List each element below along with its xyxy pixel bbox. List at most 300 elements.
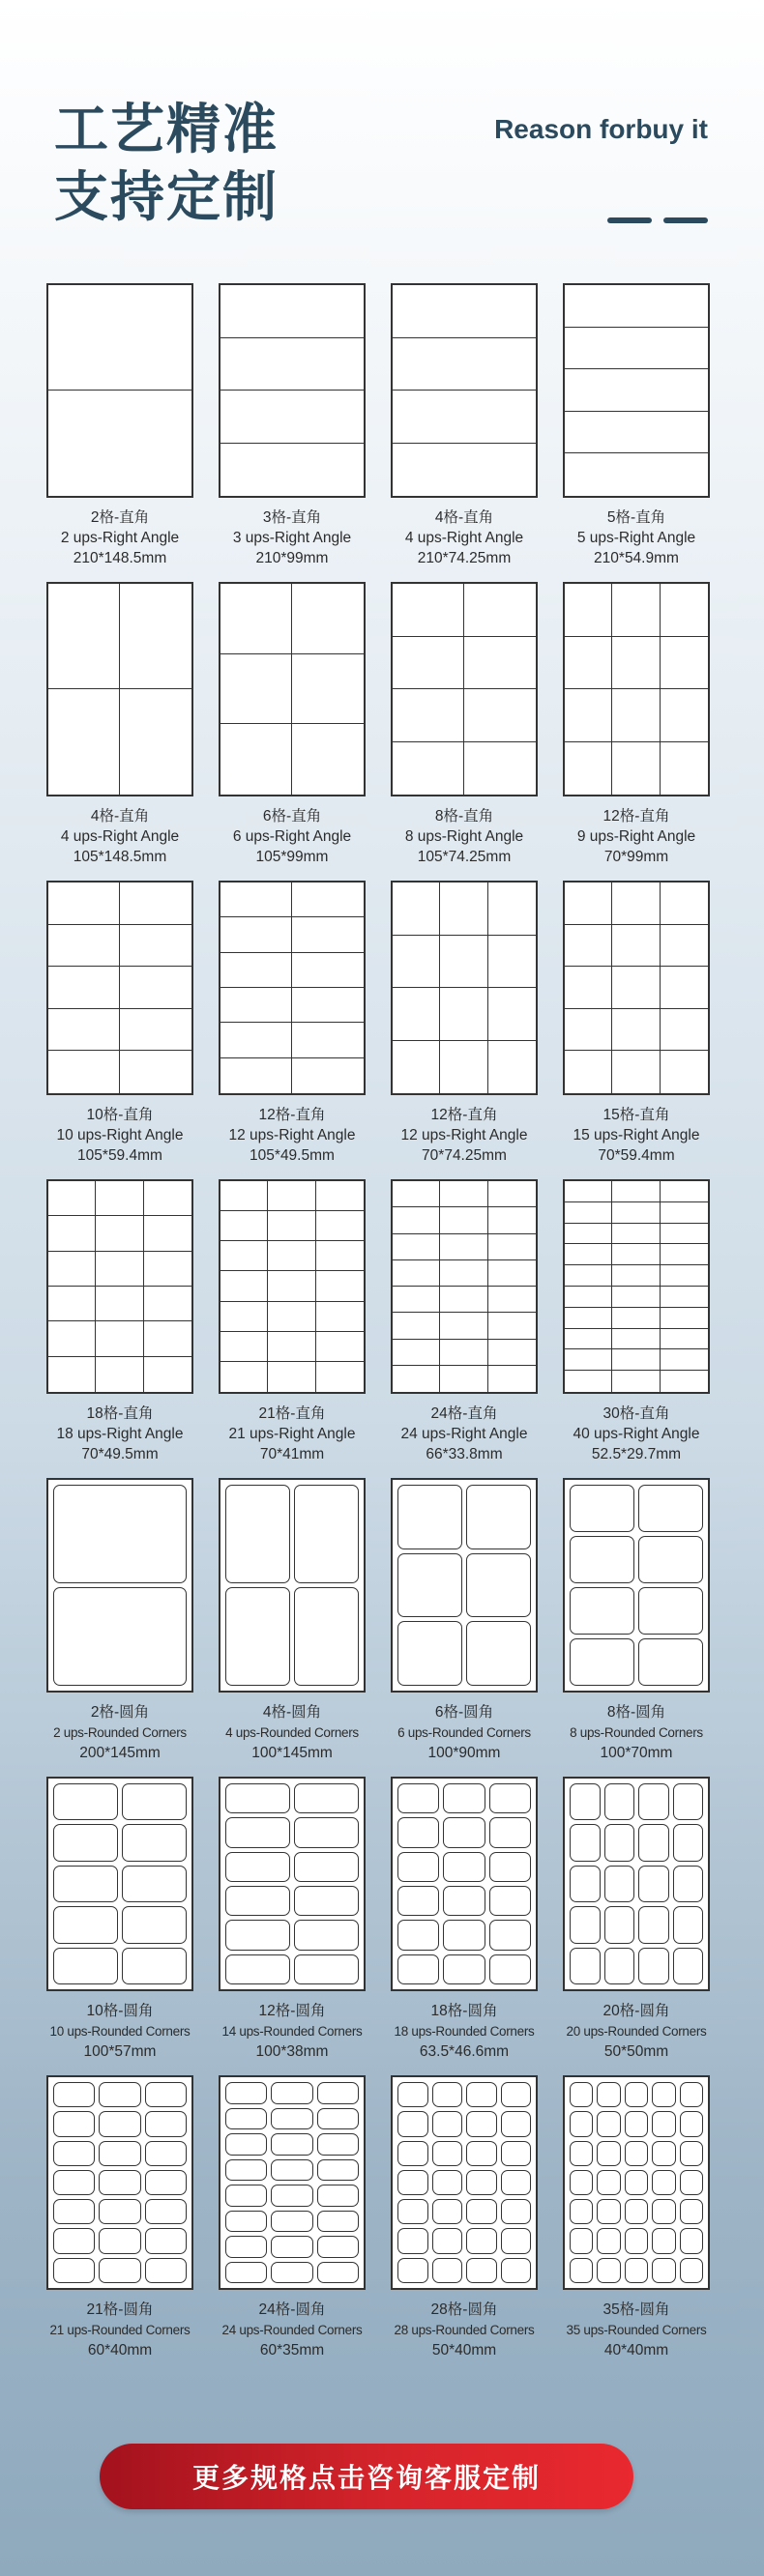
- label-cell: [565, 328, 708, 370]
- label-cell: [680, 2228, 703, 2253]
- label-cell: [294, 1886, 359, 1916]
- label-cell: [268, 1362, 315, 1392]
- label-cell: [48, 1009, 120, 1052]
- label-cell: [443, 1886, 485, 1916]
- label-cell: [680, 2082, 703, 2107]
- label-cell: [292, 917, 364, 952]
- layout-name-cn: 6格-直角: [262, 808, 322, 825]
- layout-size: 105*99mm: [255, 849, 329, 865]
- label-cell: [225, 2211, 267, 2233]
- label-cell: [488, 1207, 536, 1233]
- label-cell: [225, 2108, 267, 2130]
- layout-caption: [389, 1404, 540, 1464]
- label-cell: [48, 883, 120, 925]
- layout-size: 70*59.4mm: [598, 1147, 675, 1164]
- label-cell: [48, 584, 120, 689]
- label-cell: [397, 2228, 428, 2253]
- layout-card[interactable]: [217, 283, 367, 568]
- layout-name-cn: 12格-直角: [258, 1107, 326, 1123]
- layout-size: 70*99mm: [603, 849, 669, 865]
- label-sheet-diagram: [219, 2075, 366, 2290]
- label-cell: [489, 1852, 531, 1882]
- layout-row: [44, 1777, 712, 2062]
- label-cell: [625, 2199, 648, 2224]
- label-cell: [612, 689, 660, 742]
- label-cell: [317, 2108, 359, 2130]
- label-cell: [661, 1329, 708, 1350]
- label-cell: [612, 1329, 660, 1350]
- label-cell: [652, 2141, 675, 2166]
- layout-card[interactable]: [217, 1179, 367, 1464]
- label-cell: [53, 2258, 95, 2283]
- layout-card[interactable]: [217, 1777, 367, 2062]
- layout-size: 100*145mm: [251, 1745, 333, 1761]
- label-cell: [466, 2170, 497, 2195]
- layout-card[interactable]: [561, 582, 712, 867]
- label-cell: [397, 2258, 428, 2283]
- label-cell: [570, 1485, 634, 1532]
- label-sheet-diagram: [391, 1179, 538, 1394]
- layout-size: 60*40mm: [87, 2342, 153, 2359]
- label-cell: [96, 1181, 143, 1216]
- layout-card[interactable]: [44, 283, 195, 568]
- layout-row: [44, 283, 712, 568]
- label-cell: [393, 391, 536, 444]
- label-cell: [432, 2082, 463, 2107]
- label-cell: [604, 1824, 635, 1861]
- layout-card[interactable]: [389, 881, 540, 1166]
- label-cell: [638, 1906, 669, 1943]
- label-cell: [96, 1357, 143, 1392]
- label-cell: [488, 1287, 536, 1313]
- label-cell: [220, 1362, 268, 1392]
- layout-caption: [44, 507, 195, 568]
- layout-name-cn: 30格-直角: [602, 1405, 670, 1422]
- label-cell: [680, 2199, 703, 2224]
- label-cell: [397, 1852, 439, 1882]
- layout-card[interactable]: [389, 2075, 540, 2360]
- label-cell: [220, 988, 292, 1023]
- layout-card[interactable]: [389, 1179, 540, 1464]
- layout-caption: [217, 1404, 367, 1464]
- title-line-1: 工艺精准: [54, 99, 279, 161]
- label-cell: [397, 1954, 439, 1984]
- label-cell: [570, 1587, 634, 1635]
- layout-size: 100*38mm: [255, 2043, 329, 2060]
- label-cell: [661, 967, 708, 1009]
- label-cell: [120, 883, 191, 925]
- label-cell: [220, 1332, 268, 1362]
- label-cell: [393, 1181, 440, 1207]
- layout-name-en: 24 ups-Right Angle: [400, 1426, 528, 1442]
- label-cell: [292, 584, 364, 654]
- layout-name-en: 14 ups-Rounded Corners: [221, 2024, 363, 2039]
- layout-caption: [217, 507, 367, 568]
- label-sheet-diagram: [219, 881, 366, 1095]
- layout-name-cn: 8格-圆角: [606, 1704, 666, 1721]
- label-cell: [432, 2141, 463, 2166]
- layout-name-en: 4 ups-Right Angle: [404, 530, 524, 546]
- label-cell: [612, 967, 660, 1009]
- label-cell: [48, 1321, 96, 1356]
- layout-name-cn: 24格-圆角: [258, 2301, 326, 2318]
- layout-row: [44, 2075, 712, 2360]
- label-cell: [225, 2185, 267, 2207]
- label-cell: [440, 883, 487, 936]
- layout-size: 70*49.5mm: [81, 1446, 159, 1462]
- layout-caption: [44, 1105, 195, 1166]
- label-cell: [597, 2082, 620, 2107]
- label-cell: [294, 1852, 359, 1882]
- layout-card[interactable]: [561, 1777, 712, 2062]
- label-cell: [292, 654, 364, 725]
- layout-card[interactable]: [389, 1777, 540, 2062]
- label-cell: [99, 2141, 140, 2166]
- layout-caption: [389, 806, 540, 867]
- label-cell: [597, 2228, 620, 2253]
- layout-caption: [44, 806, 195, 867]
- label-cell: [488, 988, 536, 1041]
- label-cell: [570, 2141, 593, 2166]
- label-cell: [489, 1783, 531, 1813]
- label-cell: [120, 689, 191, 795]
- layout-card[interactable]: [561, 283, 712, 568]
- label-cell: [393, 1207, 440, 1233]
- label-cell: [144, 1181, 191, 1216]
- label-sheet-diagram: [563, 881, 710, 1095]
- label-cell: [48, 925, 120, 968]
- label-cell: [145, 2199, 187, 2224]
- label-cell: [53, 1906, 118, 1943]
- layout-caption: [561, 1105, 712, 1166]
- subtitle: Reason forbuy it: [494, 114, 708, 144]
- label-cell: [661, 1224, 708, 1245]
- label-cell: [466, 2258, 497, 2283]
- label-cell: [638, 1638, 703, 1686]
- layout-name-en: 2 ups-Right Angle: [60, 530, 180, 546]
- label-cell: [440, 1041, 487, 1094]
- layout-size: 105*148.5mm: [73, 849, 167, 865]
- label-cell: [53, 2228, 95, 2253]
- label-cell: [501, 2199, 532, 2224]
- layout-size: 105*49.5mm: [250, 1147, 335, 1164]
- label-cell: [53, 1587, 187, 1686]
- consult-customer-service-button[interactable]: 更多规格点击咨询客服定制: [100, 2444, 633, 2509]
- label-cell: [220, 444, 364, 497]
- label-cell: [680, 2170, 703, 2195]
- layout-size: 66*33.8mm: [426, 1446, 503, 1462]
- label-cell: [565, 1181, 612, 1202]
- label-cell: [53, 1824, 118, 1861]
- label-cell: [638, 1587, 703, 1635]
- label-cell: [393, 936, 440, 989]
- label-cell: [597, 2141, 620, 2166]
- layout-size: 210*54.9mm: [594, 550, 679, 566]
- layout-name-cn: 5格-直角: [606, 509, 666, 526]
- label-cell: [48, 1216, 96, 1251]
- label-cell: [220, 1211, 268, 1241]
- layout-name-cn: 24格-直角: [430, 1405, 498, 1422]
- label-cell: [570, 2258, 593, 2283]
- layout-card[interactable]: [389, 283, 540, 568]
- layout-caption: [561, 2300, 712, 2360]
- label-sheet-diagram: [219, 1777, 366, 1991]
- label-cell: [144, 1321, 191, 1356]
- label-cell: [565, 285, 708, 328]
- layout-name-en: 12 ups-Right Angle: [228, 1127, 356, 1143]
- label-cell: [397, 2141, 428, 2166]
- label-cell: [220, 1023, 292, 1057]
- layout-card[interactable]: [217, 2075, 367, 2360]
- label-cell: [225, 1587, 290, 1686]
- label-cell: [220, 285, 364, 338]
- label-cell: [661, 925, 708, 968]
- label-cell: [96, 1252, 143, 1287]
- layout-name-cn: 10格-圆角: [86, 2003, 154, 2019]
- layout-name-en: 10 ups-Rounded Corners: [49, 2024, 191, 2039]
- label-cell: [145, 2258, 187, 2283]
- layout-card[interactable]: [561, 881, 712, 1166]
- label-cell: [565, 883, 612, 925]
- label-cell: [612, 1224, 660, 1245]
- label-cell: [464, 742, 536, 796]
- label-cell: [397, 1886, 439, 1916]
- label-cell: [48, 1357, 96, 1392]
- label-cell: [225, 2236, 267, 2258]
- layout-name-en: 15 ups-Right Angle: [573, 1127, 700, 1143]
- label-cell: [120, 584, 191, 689]
- label-cell: [48, 967, 120, 1009]
- label-cell: [565, 584, 612, 637]
- label-cell: [268, 1271, 315, 1301]
- label-cell: [570, 1906, 601, 1943]
- label-cell: [271, 2262, 312, 2284]
- label-cell: [489, 1817, 531, 1847]
- label-cell: [501, 2111, 532, 2136]
- label-cell: [604, 1906, 635, 1943]
- label-cell: [99, 2258, 140, 2283]
- layout-name-cn: 4格-直角: [434, 509, 494, 526]
- label-cell: [53, 1783, 118, 1820]
- label-cell: [625, 2170, 648, 2195]
- label-cell: [292, 953, 364, 988]
- label-cell: [440, 1287, 487, 1313]
- layout-name-en: 6 ups-Rounded Corners: [397, 1725, 531, 1740]
- layout-name-en: 2 ups-Rounded Corners: [53, 1725, 187, 1740]
- label-cell: [612, 1009, 660, 1052]
- label-cell: [612, 1349, 660, 1371]
- label-cell: [565, 689, 612, 742]
- label-cell: [673, 1906, 704, 1943]
- label-sheet-diagram: [391, 1478, 538, 1693]
- label-sheet-diagram: [219, 1478, 366, 1693]
- layout-card[interactable]: [217, 881, 367, 1166]
- label-cell: [96, 1216, 143, 1251]
- label-cell: [612, 742, 660, 796]
- layout-card[interactable]: [389, 1478, 540, 1763]
- label-cell: [220, 1058, 292, 1093]
- label-cell: [220, 391, 364, 444]
- layout-card[interactable]: [44, 1777, 195, 2062]
- label-cell: [612, 1051, 660, 1093]
- label-cell: [432, 2170, 463, 2195]
- label-cell: [316, 1271, 364, 1301]
- layout-caption: [44, 2300, 195, 2360]
- label-sheet-diagram: [219, 283, 366, 498]
- layout-name-cn: 12格-直角: [602, 808, 670, 825]
- layout-name-cn: 3格-直角: [262, 509, 322, 526]
- layout-card[interactable]: [44, 582, 195, 867]
- label-cell: [317, 2082, 359, 2104]
- label-cell: [565, 412, 708, 454]
- label-cell: [393, 338, 536, 391]
- label-sheet-diagram: [46, 1478, 193, 1693]
- label-cell: [53, 2170, 95, 2195]
- label-cell: [294, 1587, 359, 1686]
- label-cell: [225, 2133, 267, 2156]
- label-cell: [652, 2228, 675, 2253]
- label-cell: [638, 1824, 669, 1861]
- label-cell: [680, 2258, 703, 2283]
- label-cell: [565, 742, 612, 796]
- label-cell: [393, 689, 464, 742]
- label-cell: [604, 1866, 635, 1902]
- label-cell: [466, 2141, 497, 2166]
- label-cell: [466, 1485, 531, 1549]
- label-cell: [393, 1313, 440, 1339]
- label-cell: [48, 1051, 120, 1093]
- page-title: [54, 97, 279, 232]
- label-cell: [661, 1051, 708, 1093]
- layout-card[interactable]: [561, 1179, 712, 1464]
- label-cell: [652, 2199, 675, 2224]
- layout-size: 105*59.4mm: [77, 1147, 162, 1164]
- label-cell: [393, 988, 440, 1041]
- label-cell: [220, 1302, 268, 1332]
- label-cell: [53, 1485, 187, 1583]
- layout-card[interactable]: [217, 582, 367, 867]
- label-cell: [393, 285, 536, 338]
- layout-caption: [561, 1404, 712, 1464]
- label-sheet-diagram: [391, 2075, 538, 2290]
- label-cell: [597, 2170, 620, 2195]
- layout-name-en: 9 ups-Right Angle: [576, 828, 696, 845]
- label-cell: [638, 1485, 703, 1532]
- label-cell: [661, 883, 708, 925]
- label-cell: [120, 925, 191, 968]
- layout-card[interactable]: [44, 2075, 195, 2360]
- label-cell: [393, 742, 464, 796]
- label-cell: [99, 2082, 140, 2107]
- layout-card[interactable]: [217, 1478, 367, 1763]
- label-cell: [488, 1313, 536, 1339]
- label-cell: [294, 1783, 359, 1813]
- label-sheet-diagram: [391, 582, 538, 796]
- label-cell: [317, 2159, 359, 2182]
- label-cell: [294, 1485, 359, 1583]
- label-cell: [612, 1371, 660, 1392]
- label-cell: [271, 2108, 312, 2130]
- label-cell: [570, 1948, 601, 1984]
- label-sheet-diagram: [46, 2075, 193, 2290]
- layout-caption: [217, 2300, 367, 2360]
- layout-name-en: 21 ups-Rounded Corners: [49, 2323, 191, 2337]
- label-cell: [316, 1181, 364, 1211]
- label-cell: [145, 2111, 187, 2136]
- layout-name-cn: 4格-直角: [90, 808, 150, 825]
- label-cell: [464, 584, 536, 637]
- layout-card[interactable]: [44, 881, 195, 1166]
- layout-size: 210*148.5mm: [73, 550, 167, 566]
- layout-size: 52.5*29.7mm: [591, 1446, 682, 1462]
- layout-caption: [44, 1404, 195, 1464]
- layout-size: 210*99mm: [255, 550, 329, 566]
- layout-card[interactable]: [561, 2075, 712, 2360]
- layout-caption: [44, 1702, 195, 1763]
- label-cell: [661, 1287, 708, 1308]
- label-cell: [565, 1244, 612, 1265]
- label-sheet-diagram: [563, 2075, 710, 2290]
- label-sheet-diagram: [46, 1777, 193, 1991]
- label-cell: [122, 1866, 187, 1902]
- label-cell: [612, 1265, 660, 1287]
- label-cell: [570, 2228, 593, 2253]
- decorative-dashes: [607, 217, 708, 223]
- label-cell: [488, 1366, 536, 1392]
- label-cell: [316, 1211, 364, 1241]
- layout-card[interactable]: [389, 582, 540, 867]
- layout-caption: [217, 2001, 367, 2062]
- layout-name-en: 4 ups-Rounded Corners: [225, 1725, 359, 1740]
- layout-size: 70*41mm: [259, 1446, 325, 1462]
- label-cell: [565, 925, 612, 968]
- layout-size: 105*74.25mm: [417, 849, 512, 865]
- label-cell: [661, 1181, 708, 1202]
- label-cell: [292, 724, 364, 795]
- label-sheet-diagram: [563, 1777, 710, 1991]
- label-cell: [443, 1783, 485, 1813]
- label-cell: [393, 1287, 440, 1313]
- title-line-2: 支持定制: [54, 166, 279, 229]
- layout-card[interactable]: [44, 1478, 195, 1763]
- label-cell: [294, 1954, 359, 1984]
- layout-card[interactable]: [44, 1179, 195, 1464]
- layout-size: 200*145mm: [79, 1745, 161, 1761]
- label-cell: [292, 883, 364, 917]
- label-cell: [317, 2133, 359, 2156]
- label-sheet-diagram: [46, 582, 193, 796]
- label-sheet-diagram: [563, 283, 710, 498]
- layout-name-en: 4 ups-Right Angle: [60, 828, 180, 845]
- label-cell: [220, 917, 292, 952]
- label-cell: [501, 2082, 532, 2107]
- label-cell: [397, 2082, 428, 2107]
- label-cell: [53, 1948, 118, 1984]
- layout-name-cn: 6格-圆角: [434, 1704, 494, 1721]
- label-sheet-diagram: [46, 881, 193, 1095]
- layout-card[interactable]: [561, 1478, 712, 1763]
- label-cell: [225, 1485, 290, 1583]
- label-cell: [638, 1866, 669, 1902]
- label-cell: [393, 1340, 440, 1366]
- label-cell: [271, 2082, 312, 2104]
- label-cell: [501, 2170, 532, 2195]
- label-cell: [48, 285, 191, 391]
- label-cell: [604, 1948, 635, 1984]
- label-cell: [466, 1621, 531, 1686]
- label-cell: [488, 1260, 536, 1287]
- label-cell: [220, 883, 292, 917]
